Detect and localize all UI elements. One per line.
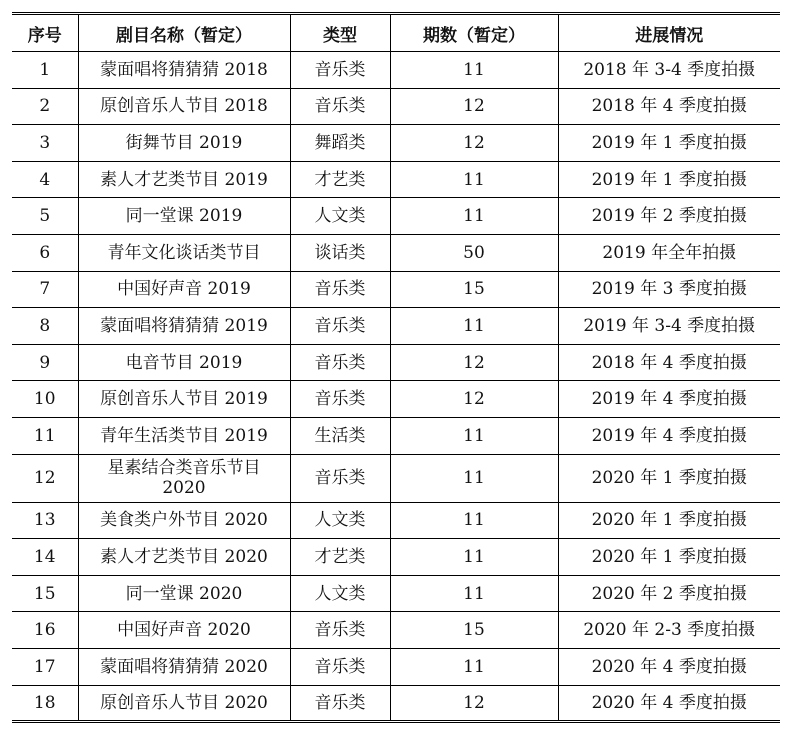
cell-program-name: 素人才艺类节目 2019 [78,161,290,198]
cell-type: 人文类 [290,502,390,539]
cell-program-name: 蒙面唱将猜猜猜 2018 [78,52,290,89]
cell-progress: 2020 年 1 季度拍摄 [558,539,780,576]
table-row [12,198,780,235]
cell-program-name: 青年生活类节目 2019 [78,417,290,454]
cell-type: 音乐类 [290,685,390,722]
table-row [12,381,780,418]
table-row [12,52,780,89]
cell-progress: 2020 年 2-3 季度拍摄 [558,612,780,649]
cell-type: 音乐类 [290,52,390,89]
cell-serial-number: 14 [12,539,78,576]
cell-serial-number: 9 [12,344,78,381]
cell-program-name: 电音节目 2019 [78,344,290,381]
cell-type: 音乐类 [290,612,390,649]
cell-serial-number: 6 [12,234,78,271]
header-progress: 进展情况 [558,14,780,52]
cell-serial-number: 8 [12,308,78,345]
cell-serial-number: 12 [12,454,78,502]
program-schedule-table [12,12,780,723]
cell-progress: 2020 年 2 季度拍摄 [558,575,780,612]
cell-progress: 2020 年 4 季度拍摄 [558,685,780,722]
cell-serial-number: 5 [12,198,78,235]
table-row [12,648,780,685]
program-name-line-2: 2020 [162,478,206,499]
program-name-line-1: 星素结合类音乐节目 [107,458,261,479]
cell-progress: 2019 年 3-4 季度拍摄 [558,308,780,345]
cell-program-name: 原创音乐人节目 2020 [78,685,290,722]
cell-progress: 2019 年 3 季度拍摄 [558,271,780,308]
cell-type: 音乐类 [290,308,390,345]
cell-serial-number: 4 [12,161,78,198]
table-row [12,271,780,308]
cell-type: 生活类 [290,417,390,454]
table-row [12,454,780,502]
cell-progress: 2019 年全年拍摄 [558,234,780,271]
cell-serial-number: 1 [12,52,78,89]
table-row [12,234,780,271]
cell-episodes: 12 [390,125,558,162]
cell-serial-number: 13 [12,502,78,539]
cell-program-name: 美食类户外节目 2020 [78,502,290,539]
cell-progress: 2020 年 1 季度拍摄 [558,502,780,539]
cell-episodes: 11 [390,648,558,685]
cell-progress: 2020 年 4 季度拍摄 [558,648,780,685]
cell-program-name: 素人才艺类节目 2020 [78,539,290,576]
cell-episodes: 11 [390,198,558,235]
cell-program-name: 青年文化谈话类节目 [78,234,290,271]
cell-program-name: 同一堂课 2019 [78,198,290,235]
cell-serial-number: 2 [12,88,78,125]
cell-progress: 2018 年 4 季度拍摄 [558,344,780,381]
cell-episodes: 12 [390,381,558,418]
table-row [12,344,780,381]
cell-program-name: 蒙面唱将猜猜猜 2020 [78,648,290,685]
cell-progress: 2018 年 3-4 季度拍摄 [558,52,780,89]
cell-type: 音乐类 [290,381,390,418]
cell-progress: 2019 年 4 季度拍摄 [558,417,780,454]
cell-episodes: 11 [390,417,558,454]
table-row [12,125,780,162]
cell-episodes: 11 [390,502,558,539]
table-header-row [12,14,780,52]
cell-type: 舞蹈类 [290,125,390,162]
table-row [12,685,780,722]
cell-serial-number: 18 [12,685,78,722]
table-row [12,575,780,612]
cell-episodes: 12 [390,88,558,125]
cell-episodes: 11 [390,161,558,198]
table-row [12,539,780,576]
cell-episodes: 50 [390,234,558,271]
cell-serial-number: 10 [12,381,78,418]
cell-type: 音乐类 [290,648,390,685]
header-type: 类型 [290,14,390,52]
cell-episodes: 15 [390,612,558,649]
header-program-name: 剧目名称（暂定） [78,14,290,52]
table-row [12,502,780,539]
cell-program-name: 中国好声音 2020 [78,612,290,649]
program-schedule-table-container [12,12,780,723]
cell-episodes: 11 [390,454,558,502]
table-row [12,308,780,345]
table-row [12,612,780,649]
cell-type: 人文类 [290,575,390,612]
cell-progress: 2019 年 1 季度拍摄 [558,161,780,198]
cell-serial-number: 16 [12,612,78,649]
header-episodes: 期数（暂定） [390,14,558,52]
cell-program-name: 中国好声音 2019 [78,271,290,308]
cell-serial-number: 7 [12,271,78,308]
cell-serial-number: 11 [12,417,78,454]
cell-serial-number: 15 [12,575,78,612]
table-row [12,161,780,198]
cell-type: 谈话类 [290,234,390,271]
table-row [12,88,780,125]
cell-progress: 2018 年 4 季度拍摄 [558,88,780,125]
cell-episodes: 11 [390,52,558,89]
cell-episodes: 11 [390,308,558,345]
cell-program-name: 同一堂课 2020 [78,575,290,612]
cell-program-name: 街舞节目 2019 [78,125,290,162]
cell-progress: 2019 年 2 季度拍摄 [558,198,780,235]
cell-type: 才艺类 [290,539,390,576]
cell-program-name: 原创音乐人节目 2018 [78,88,290,125]
cell-type: 音乐类 [290,454,390,502]
cell-progress: 2020 年 1 季度拍摄 [558,454,780,502]
table-row [12,417,780,454]
cell-episodes: 12 [390,344,558,381]
cell-episodes: 15 [390,271,558,308]
cell-type: 音乐类 [290,271,390,308]
cell-type: 音乐类 [290,88,390,125]
cell-progress: 2019 年 4 季度拍摄 [558,381,780,418]
cell-program-name: 蒙面唱将猜猜猜 2019 [78,308,290,345]
cell-serial-number: 3 [12,125,78,162]
cell-type: 才艺类 [290,161,390,198]
header-serial-number: 序号 [12,14,78,52]
cell-type: 人文类 [290,198,390,235]
cell-serial-number: 17 [12,648,78,685]
cell-progress: 2019 年 1 季度拍摄 [558,125,780,162]
cell-episodes: 11 [390,575,558,612]
cell-type: 音乐类 [290,344,390,381]
cell-episodes: 12 [390,685,558,722]
cell-program-name: 原创音乐人节目 2019 [78,381,290,418]
cell-program-name [78,454,290,502]
cell-episodes: 11 [390,539,558,576]
